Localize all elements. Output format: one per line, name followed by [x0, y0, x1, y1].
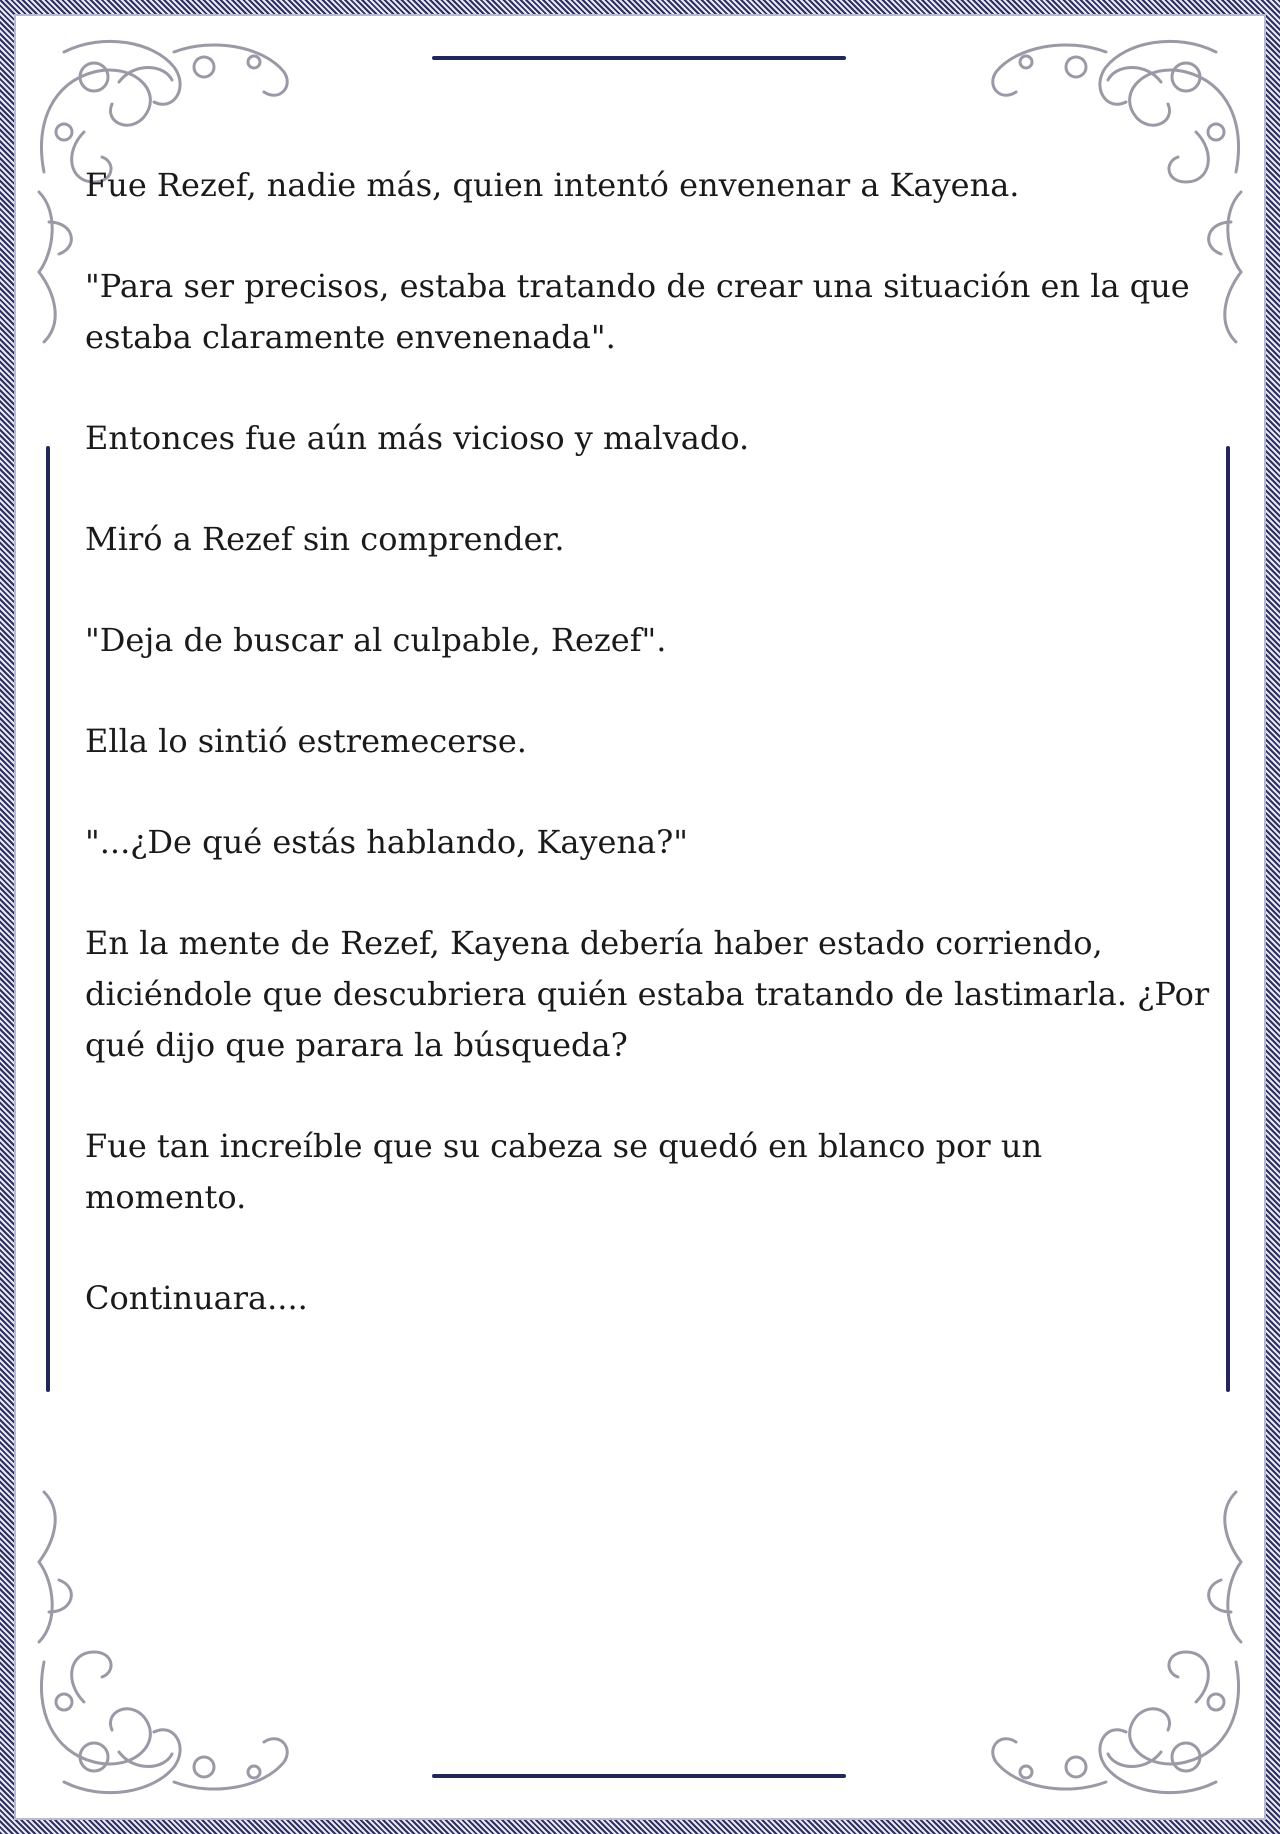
right-rule: [1226, 446, 1230, 1392]
corner-ornament-bottom-right-icon: [926, 1482, 1256, 1812]
story-text: [85, 160, 1210, 1374]
paragraph: "Deja de buscar al culpable, Rezef".: [85, 621, 667, 659]
paragraph: "...¿De qué estás hablando, Kayena?": [85, 823, 688, 861]
paragraph: Entonces fue aún más vicioso y malvado.: [85, 419, 750, 457]
continuation-note: Continuara....: [85, 1279, 308, 1317]
left-rule: [46, 446, 50, 1392]
paragraph: Fue tan increíble que su cabeza se quedó en blanco por un momento.: [85, 1127, 1043, 1216]
top-rule: [432, 56, 846, 60]
paragraph: En la mente de Rezef, Kayena debería haber estado corriendo, diciéndole que descubriera quién estaba tratando de lastimarla. ¿Por qué dijo que parara la búsqueda?: [85, 924, 1210, 1064]
paragraph: Miró a Rezef sin comprender.: [85, 520, 565, 558]
paragraph: Ella lo sintió estremecerse.: [85, 722, 527, 760]
bottom-rule: [432, 1774, 846, 1778]
corner-ornament-bottom-left-icon: [24, 1482, 354, 1812]
paragraph: "Para ser precisos, estaba tratando de crear una situación en la que estaba claramente envenenada".: [85, 267, 1190, 356]
paragraph: Fue Rezef, nadie más, quien intentó envenenar a Kayena.: [85, 166, 1020, 204]
